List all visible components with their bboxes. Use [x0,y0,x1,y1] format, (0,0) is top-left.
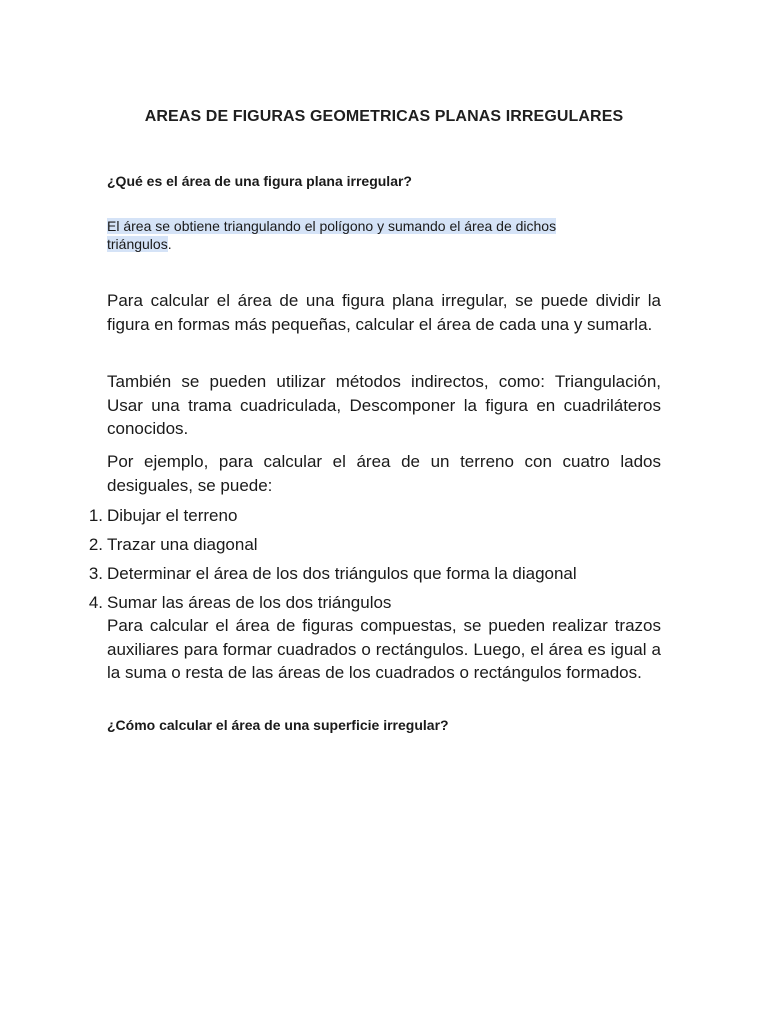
highlighted-answer-suffix: . [167,236,172,252]
steps-list [88,504,661,620]
list-item-number: 4. [88,593,103,612]
paragraph-4: Para calcular el área de figuras compuestas, se pueden realizar trazos auxiliares para formar cuadrados o rectángulos. Luego, el área es igual a la suma o resta de las áreas de los cuadrados o rectángulos formados. [107,616,661,682]
paragraph-1: Para calcular el área de una figura plana irregular, se puede dividir la figura en formas más pequeñas, calcular el área de cada una y sumarla. [107,291,661,334]
list-item [88,562,661,591]
list-item-text: Determinar el área de los dos triángulos que forma la diagonal [107,564,577,583]
highlighted-answer: El área se obtiene triangulando el polígono y sumando el área de dichos triángulos [107,218,557,252]
list-item-number: 3. [88,564,103,583]
list-item [88,504,661,533]
list-item-text: Sumar las áreas de los dos triángulos [107,593,392,612]
question-heading-2: ¿Cómo calcular el área de una superficie irregular? [107,717,449,733]
paragraph-2: También se pueden utilizar métodos indirectos, como: Triangulación, Usar una trama cuadriculada, Descomponer la figura en cuadriláteros conocidos. [107,372,661,438]
document-title: AREAS DE FIGURAS GEOMETRICAS PLANAS IRREGULARES [144,108,624,125]
list-item-number: 1. [88,506,103,525]
list-item-number: 2. [88,535,103,554]
question-heading-1: ¿Qué es el área de una figura plana irregular? [107,173,412,189]
list-item-text: Dibujar el terreno [107,506,238,525]
list-item [88,533,661,562]
highlighted-answer-block [107,217,607,253]
list-item-text: Trazar una diagonal [107,535,258,554]
paragraph-3: Por ejemplo, para calcular el área de un terreno con cuatro lados desiguales, se puede: [107,452,661,495]
